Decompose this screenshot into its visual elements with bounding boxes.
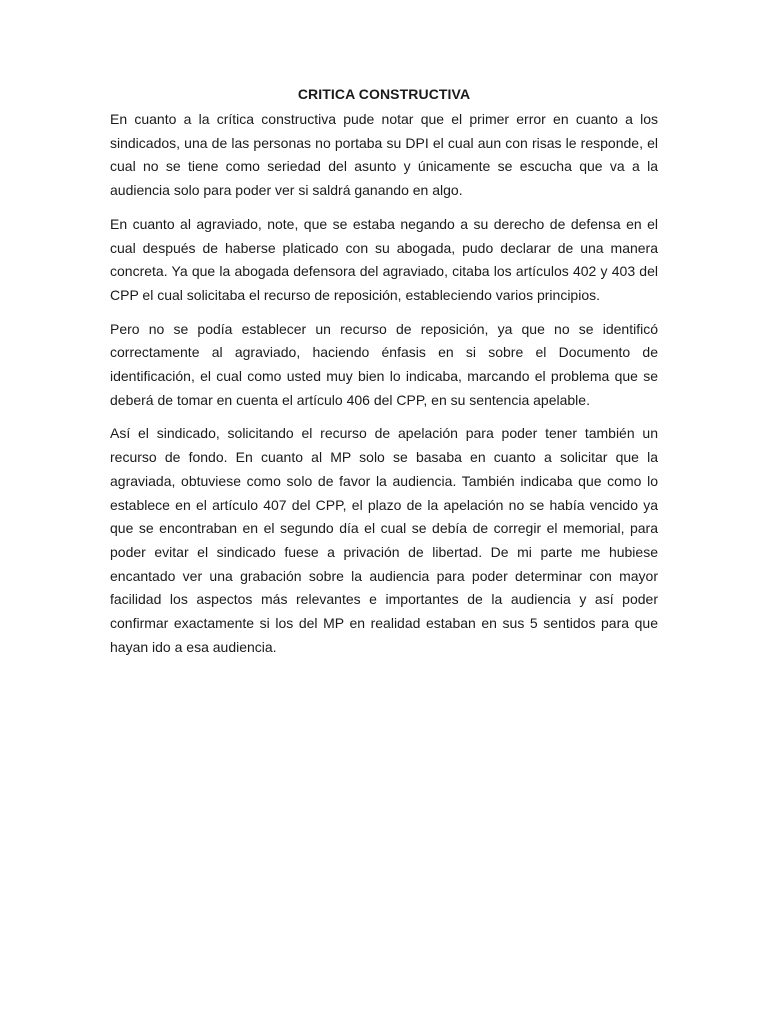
paragraph-1: En cuanto a la crítica constructiva pude notar que el primer error en cuanto a los sindicados, una de las personas no portaba su DPI el cual aun con risas le responde, el cual no se tiene como seriedad del asunto y únicamente se escucha que va a la audiencia solo para poder ver si saldrá ganando en algo. <box>110 111 658 199</box>
document-page <box>110 84 658 669</box>
document-title: CRITICA CONSTRUCTIVA <box>297 86 471 102</box>
paragraph-4: Así el sindicado, solicitando el recurso de apelación para poder tener también un recurso de fondo. En cuanto al MP solo se basaba en cuanto a solicitar que la agraviada, obtuviese como solo de favor la audiencia. También indicaba que como lo establece en el artículo 407 del CPP, el plazo de la apelación no se había vencido ya que se encontraban en el segundo día el cual se debía de corregir el memorial, para poder evitar el sindicado fuese a privación de libertad. De mi parte me hubiese encantado ver una grabación sobre la audiencia para poder determinar con mayor facilidad los aspectos más relevantes e importantes de la audiencia y así poder confirmar exactamente si los del MP en realidad estaban en sus 5 sentidos para que hayan ido a esa audiencia. <box>110 425 658 655</box>
paragraph-3: Pero no se podía establecer un recurso de reposición, ya que no se identificó correctamente al agraviado, haciendo énfasis en si sobre el Documento de identificación, el cual como usted muy bien lo indicaba, marcando el problema que se deberá de tomar en cuenta el artículo 406 del CPP, en su sentencia apelable. <box>110 320 658 408</box>
paragraph-2: En cuanto al agraviado, note, que se estaba negando a su derecho de defensa en el cual después de haberse platicado con su abogada, pudo declarar de una manera concreta. Ya que la abogada defensora del agraviado, citaba los artículos 402 y 403 del CPP el cual solicitaba el recurso de reposición, estableciendo varios principios. <box>110 215 658 303</box>
